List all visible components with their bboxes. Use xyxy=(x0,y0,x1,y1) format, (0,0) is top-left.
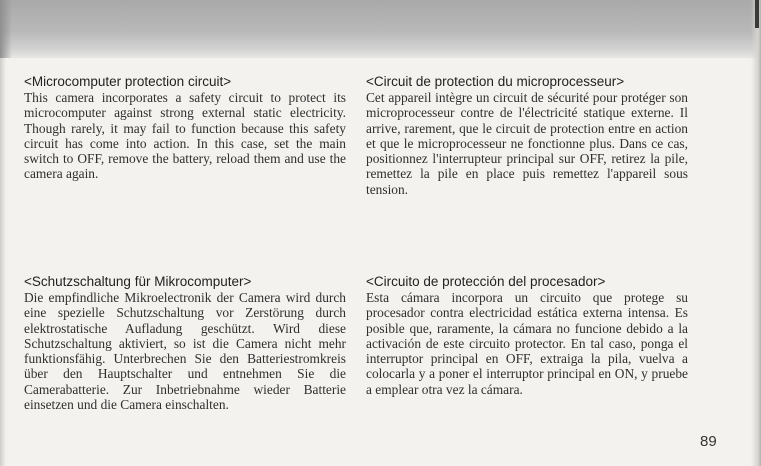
section-heading: <Schutzschaltung für Mikrocomputer> xyxy=(24,274,252,289)
section-english xyxy=(24,73,346,182)
section-spanish xyxy=(366,273,688,397)
section-body: Esta cámara incorpora un circuito que protege su procesador contra electricidad estática externa intensa. Es posible que, raramente, la cámara no funcione debido a la activación de este circuito protector. En tal caso, ponga el interruptor principal en OFF, extraiga la pila, vuelva a colocarla y a poner el interruptor principal en ON, y pruebe a emplear otra vez la cámara. xyxy=(366,290,688,397)
section-heading: <Microcomputer protection circuit> xyxy=(24,74,232,89)
page-number: 89 xyxy=(700,433,717,450)
section-body: Cet appareil intègre un circuit de sécurité pour protéger son microprocesseur contre de l'électricité statique externe. Il arrive, rarement, que le circuit de protection entre en action et que le microprocesseur ne fonctionne plus. Dans ce cas, positionnez l'interrupteur principal sur OFF, retirez la pile, remettez la pile en place puis remettez l'appareil sous tension. xyxy=(366,90,688,197)
section-heading: <Circuito de protección del procesador> xyxy=(366,274,606,289)
page-edge xyxy=(751,0,761,466)
section-body: This camera incorporates a safety circuit to protect its microcomputer against strong external static electricity. Though rarely, it may fail to function because this safety circuit has come into action. In this case, set the main switch to OFF, remove the battery, reload them and use the camera again. xyxy=(24,90,346,182)
section-body: Die empfindliche Mikroelectronik der Camera wird durch eine spezielle Schutzschaltung vor Zerstörung durch elektrostatische Aufladung geschützt. Wird diese Schutzschaltung aktiviert, so ist die Camera nicht mehr funktionsfähig. Unterbrechen Sie den Batteriestromkreis über den Hauptschalter und entnehmen Sie die Camerabatterie. Zur Inbetriebnahme wieder Batterie einsetzen und die Camera einschalten. xyxy=(24,290,346,413)
section-german xyxy=(24,273,346,412)
section-french xyxy=(366,73,688,197)
page-header-band xyxy=(0,0,761,58)
section-heading: <Circuit de protection du microprocesseur> xyxy=(366,74,625,89)
binding-shadow xyxy=(0,58,6,466)
